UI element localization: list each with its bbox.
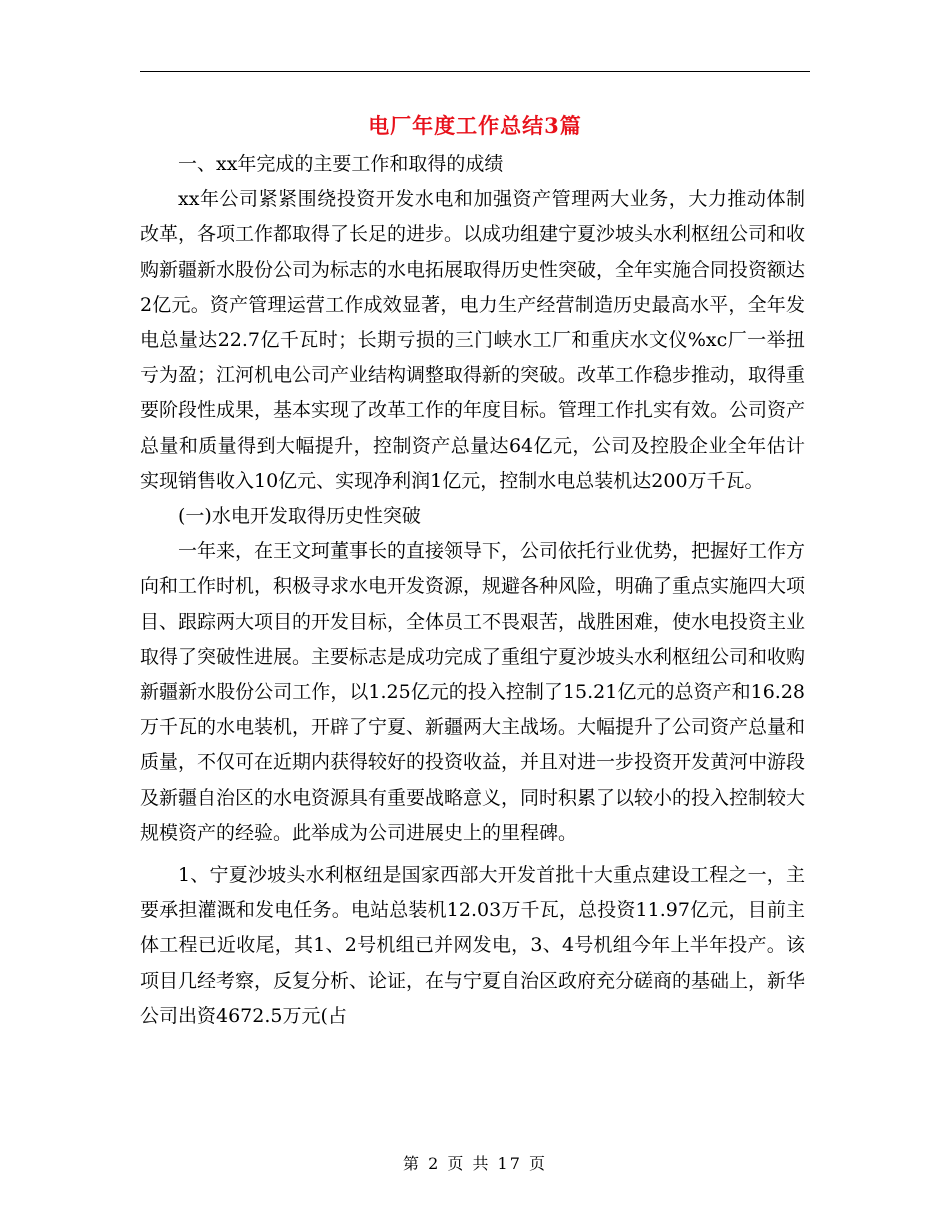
document-title: 电厂年度工作总结3篇 [368,113,582,138]
page-footer: 第 2 页 共 17 页 [403,1154,547,1173]
subsection-heading: (一)水电开发取得历史性突破 [178,505,421,528]
body-paragraph: xx年公司紧紧围绕投资开发水电和加强资产管理两大业务，大力推动体制改革，各项工作都取得了长足的进步。以成功组建宁夏沙坡头水利枢纽公司和收购新疆新水股份公司为标志的水电拓展取得历史性突破，全年实施合同投资额达2亿元。资产管理运营工作成效显著，电力生产经营制造历史最高水平，全年发电总量达22.7亿千瓦时；长期亏损的三门峡水工厂和重庆水文仪%xc厂一举扭亏为盈；江河机电公司产业结构调整取得新的突破。改革工作稳步推动，取得重要阶段性成果，基本实现了改革工作的年度目标。管理工作扎实有效。公司资产总量和质量得到大幅提升，控制资产总量达64亿元，公司及控股企业全年估计实现销售收入10亿元、实现净利润1亿元，控制水电总装机达200万千瓦。 [140,188,806,492]
body-paragraph: 一年来，在王文珂董事长的直接领导下，公司依托行业优势，把握好工作方向和工作时机，积极寻求水电开发资源，规避各种风险，明确了重点实施四大项目、跟踪两大项目的开发目标，全体员工不畏艰苦，战胜困难，使水电投资主业取得了突破性进展。主要标志是成功完成了重组宁夏沙坡头水利枢纽公司和收购新疆新水股份公司工作，以1.25亿元的投入控制了15.21亿元的总资产和16.28万千瓦的水电装机，开辟了宁夏、新疆两大主战场。大幅提升了公司资产总量和质量，不仅可在近期内获得较好的投资收益，并且对进一步投资开发黄河中游段及新疆自治区的水电资源具有重要战略意义，同时积累了以较小的投入控制较大规模资产的经验。此举成为公司进展史上的里程碑。 [140,540,806,844]
section-heading: 一、xx年完成的主要工作和取得的成绩 [178,153,504,175]
body-paragraph: 1、宁夏沙坡头水利枢纽是国家西部大开发首批十大重点建设工程之一，主要承担灌溉和发电任务。电站总装机12.03万千瓦，总投资11.97亿元，目前主体工程已近收尾，其1、2号机组已并网发电，3、4号机组今年上半年投产。该项目几经考察，反复分析、论证，在与宁夏自治区政府充分磋商的基础上，新华公司出资4672.5万元(占 [140,864,806,1027]
header-rule [140,71,810,72]
document-body [140,147,805,1034]
